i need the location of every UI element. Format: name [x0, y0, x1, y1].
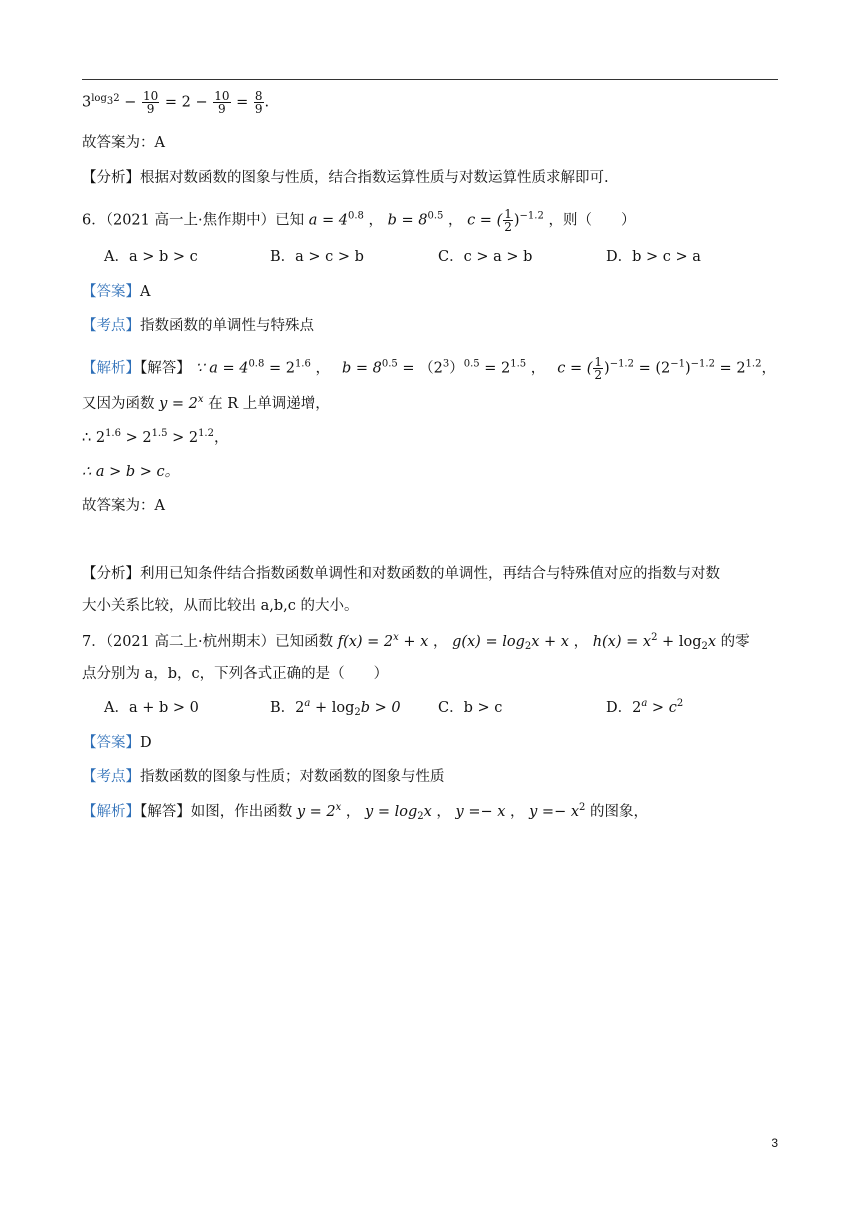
solution-line: ∴ $2^{1.6} > 2^{1.5} > 2^{1.2}$，	[82, 428, 229, 446]
formula-line: $3^{log_32}$ − $\frac{10}{9}$ = 2 − $\frac{10}{9}$ = $\frac{8}{9}$ .	[82, 89, 270, 116]
page-number: 3	[771, 1136, 778, 1150]
question-6-stem: 6．（2021 高一上·焦作期中）已知 $a = 4^{0.8}$ ， $b = 8^{0.5}$ ， c = ( $\frac{1}{2}$ )$^{-1.2}$ ，则（ ）	[82, 207, 636, 234]
fraction: $\frac{10}{9}$	[142, 89, 159, 116]
solution-line: ∴ a > b > c。	[82, 464, 180, 480]
answer-line: 【答案】D	[82, 735, 152, 751]
point-line: 【考点】指数函数的图象与性质；对数函数的图象与性质	[82, 769, 445, 785]
solution-line: 【解析】【解答】 ∵ $a = 4^{0.8} = 2^{1.6}$ ， $b = 8^{0.5} = (2^3)^{0.5} = 2^{1.5}$ ， c = ( $\frac{1}{2}$ )$^{-1.2} = (2^{-1})^{-1.2} = 2^{1.2}$，	[82, 355, 776, 382]
option-b: B．a > c > b	[270, 249, 364, 265]
solution-line: 又因为函数 $y = 2^x$ 在 R 上单调递增，	[82, 394, 330, 412]
fraction: $\frac{8}{9}$	[254, 89, 263, 116]
option-d: D．$2^a > c^2$	[606, 698, 684, 716]
solution-line: 【解析】【解答】如图，作出函数 $y = 2^x$ ， $y = \log_2x$ ， y =− x ， $y =- x^2$ 的图象，	[82, 802, 648, 822]
fraction: $\frac{1}{2}$	[594, 355, 603, 382]
option-c: C．c > a > b	[438, 249, 533, 265]
analysis-line: 【分析】利用已知条件结合指数函数单调性和对数函数的单调性，再结合与特殊值对应的指数与对数	[82, 566, 720, 582]
option-d: D．b > c > a	[606, 249, 701, 265]
question-7-stem: 7．（2021 高二上·杭州期末）已知函数 $f(x) = 2^x + x$ ， $g(x) = \log_2x + x$ ， $h(x) = x^2 + \log_2x$ 的零	[82, 632, 750, 652]
fraction: $\frac{1}{2}$	[504, 207, 512, 234]
header-rule	[82, 79, 778, 80]
option-b: B．$2^a + \log_2b > 0$	[270, 698, 401, 718]
point-line: 【考点】指数函数的单调性与特殊点	[82, 318, 314, 334]
option-a: A．a + b > 0	[104, 700, 199, 716]
analysis-line: 【分析】根据对数函数的图象与性质，结合指数运算性质与对数运算性质求解即可.	[82, 170, 609, 186]
solution-line: 故答案为：A	[82, 498, 165, 514]
analysis-line: 大小关系比较，从而比较出 a,b,c 的大小。	[82, 598, 359, 614]
fraction: $\frac{10}{9}$	[214, 89, 230, 116]
answer-line: 【答案】A	[82, 284, 151, 300]
option-c: C．b > c	[438, 700, 503, 716]
question-7-stem: 点分别为 a，b，c，下列各式正确的是（ ）	[82, 666, 389, 682]
answer-line: 故答案为：A	[82, 135, 165, 151]
option-a: A．a > b > c	[104, 249, 198, 265]
